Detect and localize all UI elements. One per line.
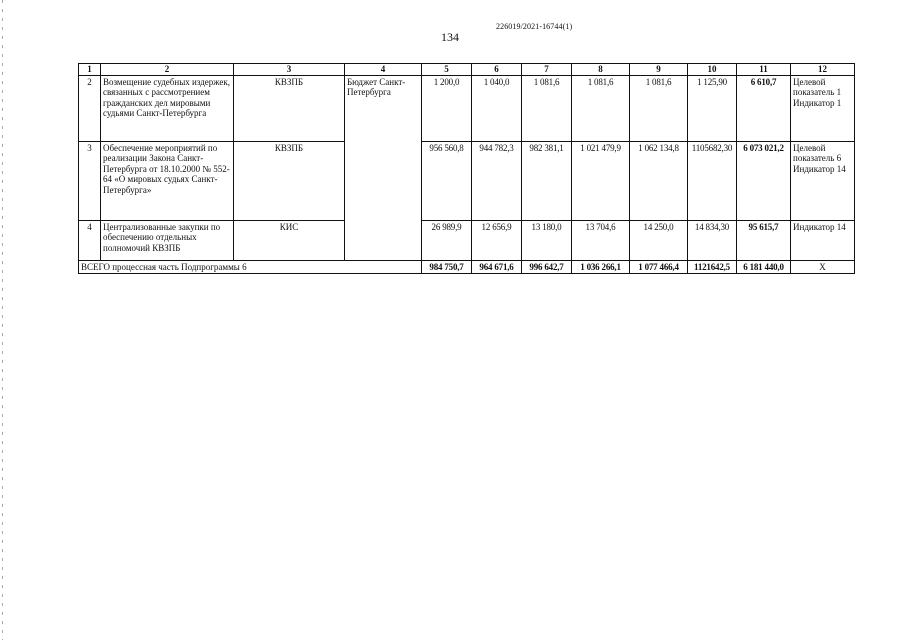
table-row (79, 75, 855, 141)
value-cell: 1 062 134,8 (630, 141, 688, 220)
value-cell: 1 081,6 (572, 75, 630, 141)
value-cell: 956 560,8 (422, 141, 472, 220)
value-total-cell: 95 615,7 (737, 220, 791, 260)
value-cell: 1 081,6 (630, 75, 688, 141)
total-value: 964 671,6 (472, 260, 522, 274)
scan-edge (2, 0, 3, 640)
column-header: 6 (472, 64, 522, 76)
activity-name: Возмещение судебных издержек, связанных с рассмотрением гражданских дел мировыми судьями Санкт-Петербурга (101, 75, 234, 141)
total-indicator: Х (791, 260, 855, 274)
value-cell: 13 704,6 (572, 220, 630, 260)
executor: КИС (234, 220, 345, 260)
value-cell: 1 125,90 (688, 75, 737, 141)
table-row (79, 220, 855, 260)
value-cell: 26 989,9 (422, 220, 472, 260)
column-header: 2 (101, 64, 234, 76)
indicator: Целевой показатель 6 Индикатор 14 (791, 141, 855, 220)
budget-table (78, 63, 855, 274)
value-cell: 982 381,1 (522, 141, 572, 220)
total-label: ВСЕГО процессная часть Подпрограммы 6 (79, 260, 422, 274)
table-header-row (79, 64, 855, 76)
column-header: 3 (234, 64, 345, 76)
value-cell: 13 180,0 (522, 220, 572, 260)
column-header: 5 (422, 64, 472, 76)
total-value: 1 077 466,4 (630, 260, 688, 274)
column-header: 7 (522, 64, 572, 76)
total-value: 1 036 266,1 (572, 260, 630, 274)
column-header: 4 (345, 64, 422, 76)
value-cell: 14 834,30 (688, 220, 737, 260)
value-cell: 1 021 479,9 (572, 141, 630, 220)
total-value: 996 642,7 (522, 260, 572, 274)
total-row (79, 260, 855, 274)
indicator: Целевой показатель 1 Индикатор 1 (791, 75, 855, 141)
total-value: 984 750,7 (422, 260, 472, 274)
indicator: Индикатор 14 (791, 220, 855, 260)
executor: КВЗПБ (234, 75, 345, 141)
column-header: 11 (737, 64, 791, 76)
row-number: 2 (79, 75, 101, 141)
total-value: 1121642,5 (688, 260, 737, 274)
value-cell: 1 040,0 (472, 75, 522, 141)
table-row (79, 141, 855, 220)
value-cell: 14 250,0 (630, 220, 688, 260)
activity-name: Обеспечение мероприятий по реализации Закона Санкт-Петербурга от 18.10.2000 № 552-64 «О мировых судьях Санкт-Петербурга» (101, 141, 234, 220)
value-total-cell: 6 610,7 (737, 75, 791, 141)
column-header: 10 (688, 64, 737, 76)
activity-name: Централизованные закупки по обеспечению отдельных полномочий КВЗПБ (101, 220, 234, 260)
row-number: 4 (79, 220, 101, 260)
value-cell: 1 081,6 (522, 75, 572, 141)
document-number: 226019/2021-16744(1) (496, 22, 573, 31)
column-header: 1 (79, 64, 101, 76)
column-header: 9 (630, 64, 688, 76)
value-cell: 1 200,0 (422, 75, 472, 141)
value-cell: 944 782,3 (472, 141, 522, 220)
executor: КВЗПБ (234, 141, 345, 220)
column-header: 12 (791, 64, 855, 76)
total-value: 6 181 440,0 (737, 260, 791, 274)
column-header: 8 (572, 64, 630, 76)
funding-source: Бюджет Санкт-Петербурга (345, 75, 422, 260)
value-total-cell: 6 073 021,2 (737, 141, 791, 220)
value-cell: 12 656,9 (472, 220, 522, 260)
page-number: 134 (441, 30, 459, 44)
row-number: 3 (79, 141, 101, 220)
value-cell: 1105682,30 (688, 141, 737, 220)
